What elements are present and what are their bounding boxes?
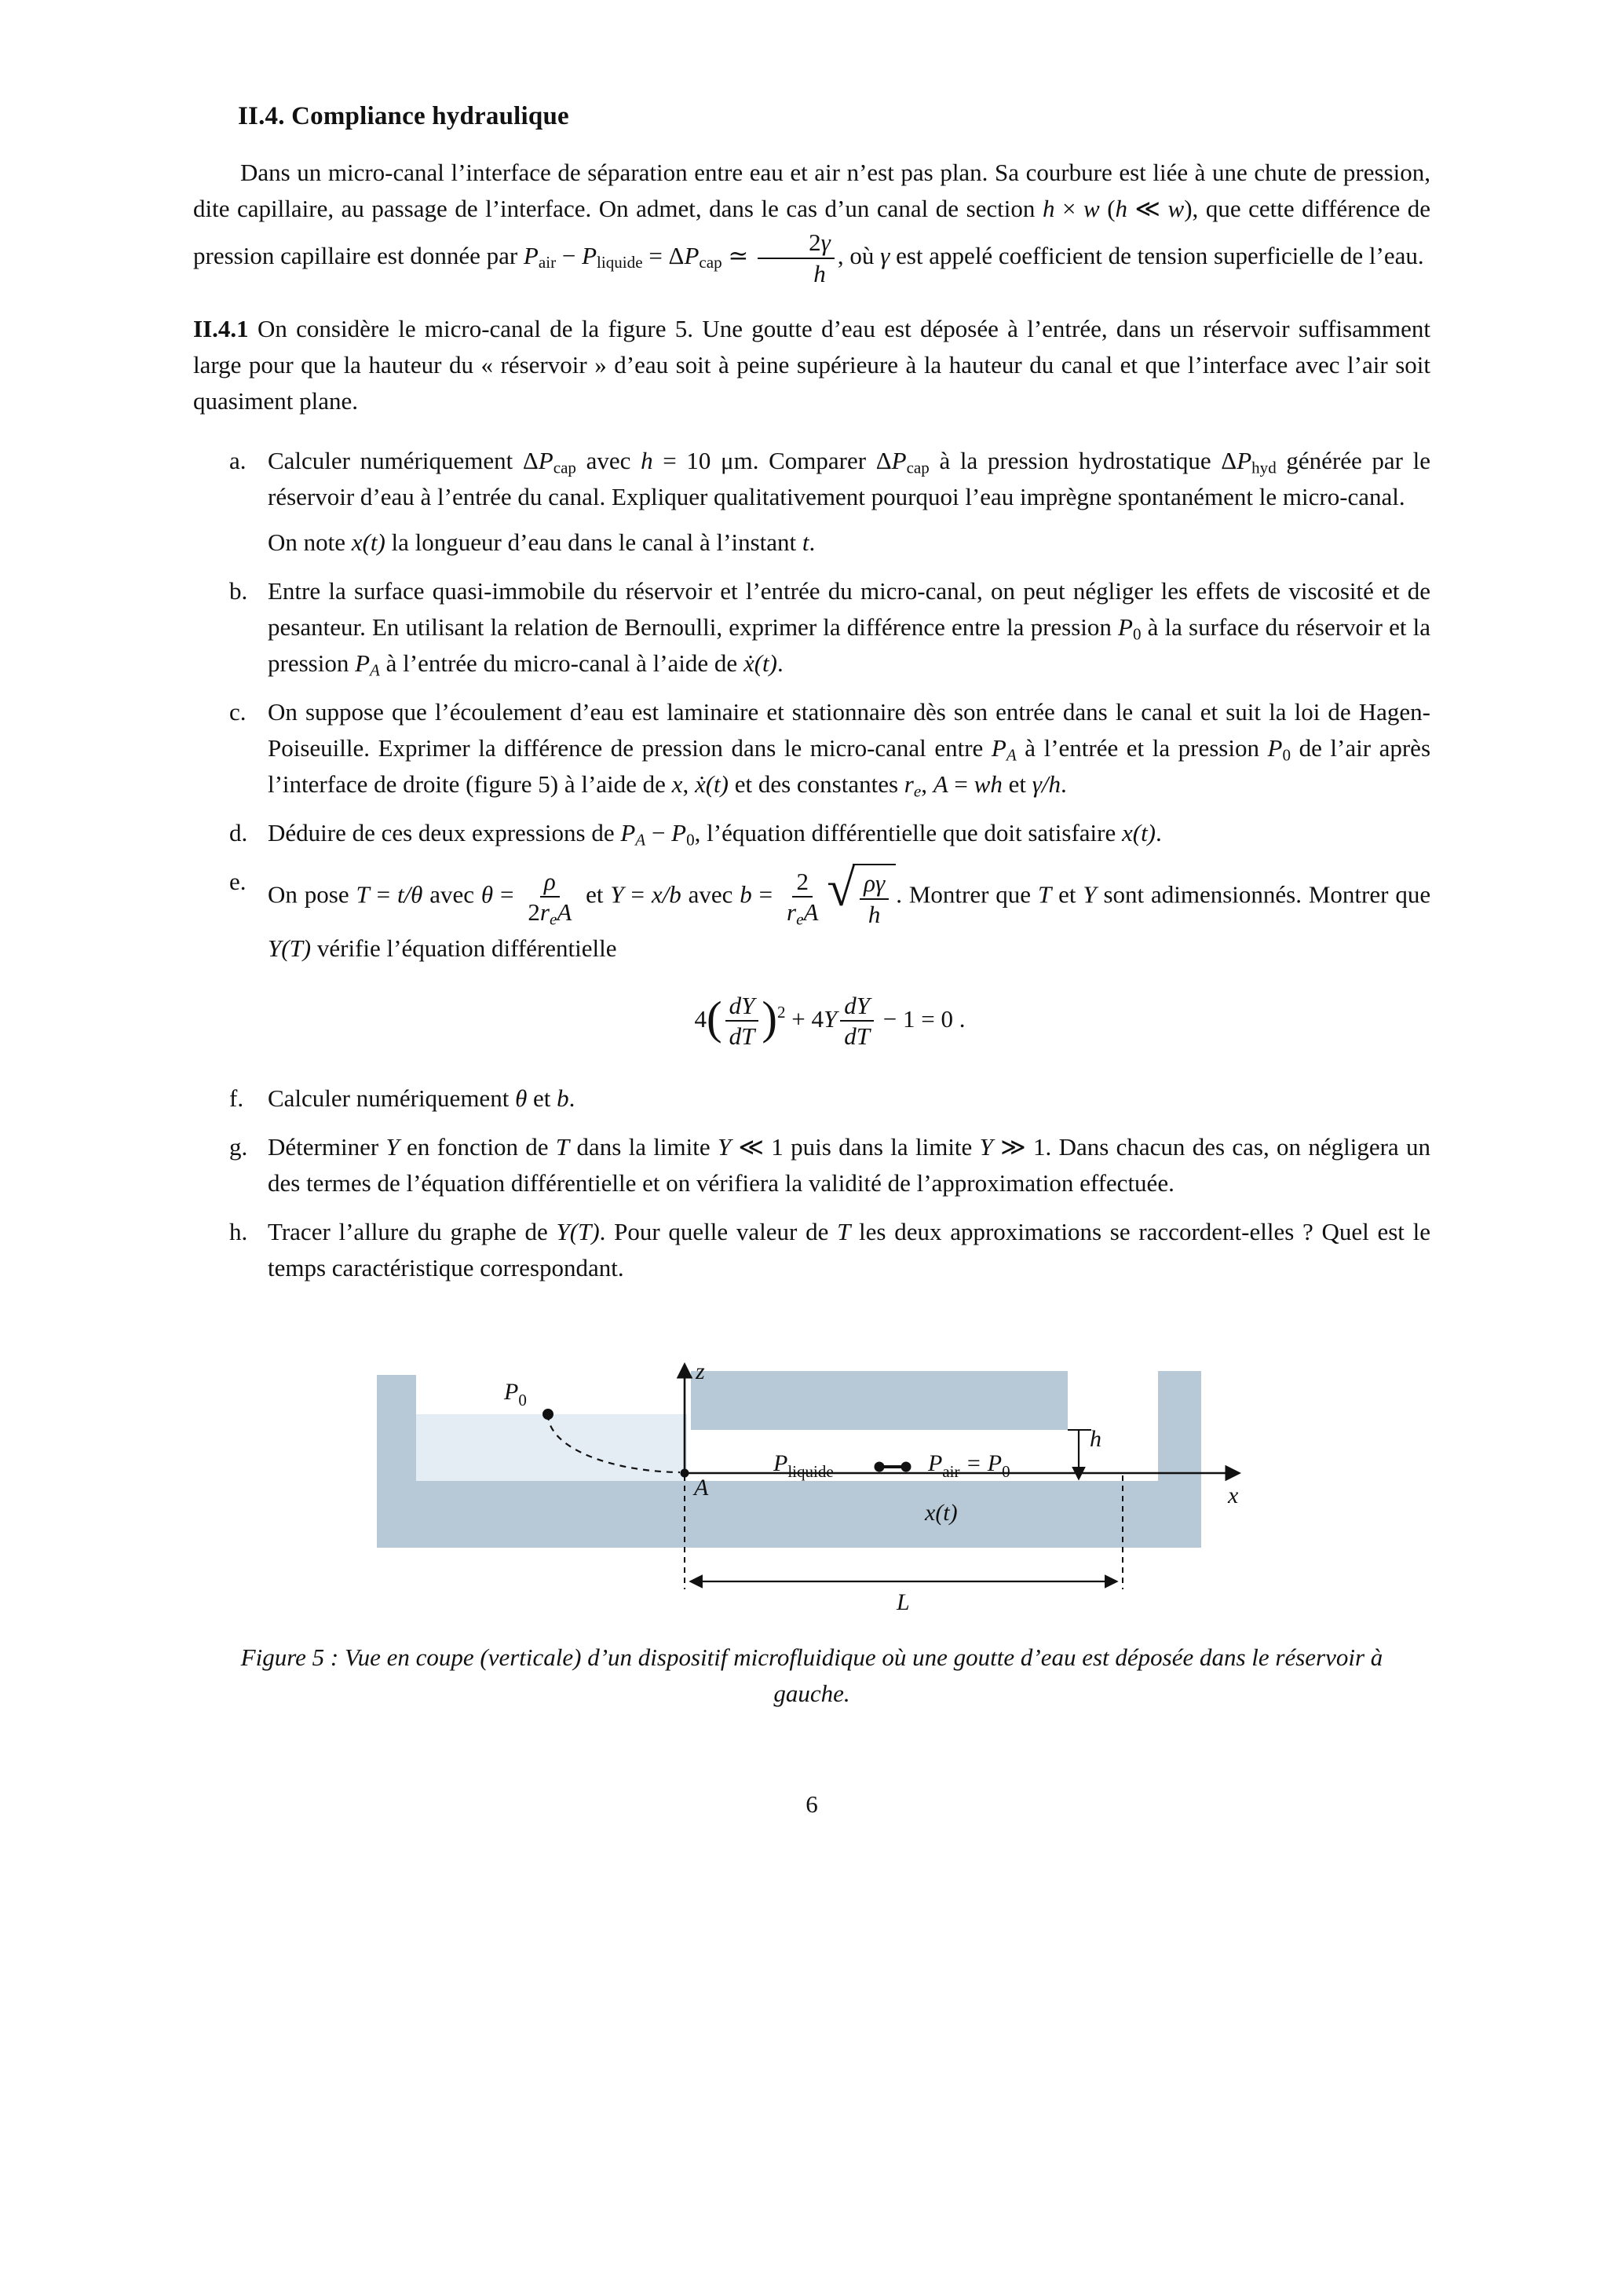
figure-5 xyxy=(377,1347,1256,1614)
item-note-a: On note x(t) la longueur d’eau dans le canal à l’instant t. xyxy=(268,528,816,557)
item-body-c xyxy=(268,694,1430,803)
question-item-h xyxy=(229,1214,1430,1286)
figure-5-diagram xyxy=(377,1347,1256,1614)
point-A-dot xyxy=(681,1468,689,1477)
label-xt: x(t) xyxy=(925,1499,958,1526)
label-p-air: $P_{air} = P_0$ xyxy=(928,1450,1010,1481)
item-text-f: Calculer numériquement θ et b. xyxy=(268,1084,575,1112)
item-label-f: f. xyxy=(229,1084,244,1112)
channel-top-wall xyxy=(691,1371,1068,1430)
intro-paragraph: Dans un micro-canal l’interface de séparation entre eau et air n’est pas plan. Sa courbure est liée à une chute de pression, dite capillaire, au passage de l’interface. On admet, dans le cas d’un canal de section h × w (h ≪ w), que cette différence de pression capillaire est donnée par $P_{air} - P_{liquide} = \Delta P_{cap}$ ≃ $\frac{2\gamma}{h}$ , où γ est appelé coefficient de tension superficielle de l’eau. xyxy=(193,159,1431,287)
question-item-c xyxy=(229,694,1430,803)
item-label-e: e. xyxy=(229,868,247,896)
item-text-c: On suppose que l’écoulement d’eau est laminaire et stationnaire dès son entrée dans le canal et suit la loi de Hagen-Poiseuille. Exprimer la différence de pression dans le micro-canal entre $P_A$ à l’entrée et la pression $P_0$ de l’air après l’interface de droite (figure 5) à l’aide de x, ẋ(t) et des constantes $r_e$, A = wh et γ/h. xyxy=(268,698,1431,801)
item-label-c: c. xyxy=(229,698,247,726)
label-z-axis: z xyxy=(696,1358,705,1384)
item-label-h: h. xyxy=(229,1217,248,1245)
question-item-b xyxy=(229,573,1430,682)
item-body-a xyxy=(268,443,1430,561)
item-text-e: On pose T = t/θ avec θ = $\frac{\rho}{2r_eA}$ et Y = x/b avec b = $\frac{2}{r_eA}$ √ $\frac{\rho\gamma}{h}$ . Montrer que T et Y sont adimensionnés. Montrer que Y(T) vérifie l’équation différentielle xyxy=(268,861,1431,962)
item-text-b: Entre la surface quasi-immobile du réservoir et l’entrée du micro-canal, on peut négliger les effets de viscosité et de pesanteur. En utilisant la relation de Bernoulli, exprimer la différence entre la pression $P_0$ à la surface du réservoir et la pression $P_A$ à l’entrée du micro-canal à l’aide de ẋ(t). xyxy=(268,577,1430,680)
item-label-b: b. xyxy=(229,577,248,605)
item-body-b xyxy=(268,573,1430,682)
item-text-h: Tracer l’allure du graphe de Y(T). Pour quelle valeur de T les deux approximations se raccordent-elles ? Quel est le temps caractéristique correspondant. xyxy=(268,1217,1431,1281)
figure-caption: Figure 5 : Vue en coupe (verticale) d’un dispositif microfluidique où une goutte d’eau est déposée dans le réservoir à gauche. xyxy=(240,1643,1383,1707)
label-p-liquide: $P_{liquide}$ xyxy=(773,1450,834,1481)
question-item-d xyxy=(229,815,1430,851)
question-item-e xyxy=(229,861,1431,966)
right-wall xyxy=(1158,1371,1201,1481)
item-body-d xyxy=(268,815,1430,851)
section-title: II.4. Compliance hydraulique xyxy=(238,102,569,130)
interface-marker xyxy=(875,1461,911,1472)
subsection-241 xyxy=(193,311,1430,419)
page-number: 6 xyxy=(806,1790,818,1818)
label-L: L xyxy=(897,1589,910,1614)
question-item-f xyxy=(229,1080,1430,1117)
label-point-A: A xyxy=(694,1474,709,1501)
display-equation: 4( $\frac{dY}{dT}$ )$^2$ + 4Y $\frac{dY}{dT}$ − 1 = 0 . xyxy=(694,991,966,1051)
item-body-h xyxy=(268,1214,1430,1286)
h-dimension xyxy=(1068,1430,1091,1479)
question-item-g xyxy=(229,1129,1430,1201)
reservoir-left-wall xyxy=(377,1375,416,1481)
item-body-f xyxy=(268,1080,1430,1117)
label-p0: $P_0$ xyxy=(504,1378,527,1409)
item-label-a: a. xyxy=(229,447,247,475)
item-label-d: d. xyxy=(229,819,248,847)
item-body-e xyxy=(268,861,1431,966)
bottom-wall xyxy=(377,1481,1201,1548)
item-label-g: g. xyxy=(229,1132,248,1161)
question-list xyxy=(229,443,1430,1286)
label-x-axis: x xyxy=(1228,1482,1239,1508)
item-text-d: Déduire de ces deux expressions de $P_A - P_0$, l’équation différentielle que doit satisfaire x(t). xyxy=(268,819,1162,850)
item-text-g: Déterminer Y en fonction de T dans la limite Y ≪ 1 puis dans la limite Y ≫ 1. Dans chacun des cas, on négligera un des termes de l’équation différentielle et on vérifiera la validité de l’approximation effectuée. xyxy=(268,1132,1430,1197)
subsection-text: On considère le micro-canal de la figure 5. Une goutte d’eau est déposée à l’entrée, dans un réservoir suffisamment large pour que la hauteur du « réservoir » d’eau soit à peine supérieure à la hauteur du canal et que l’interface avec l’air soit quasiment plane. xyxy=(193,315,1431,415)
item-body-g xyxy=(268,1129,1430,1201)
question-item-a xyxy=(229,443,1430,561)
label-h: h xyxy=(1090,1425,1101,1452)
item-text-a: Calculer numériquement $\Delta P_{cap}$ avec h = 10 μm. Comparer $\Delta P_{cap}$ à la pression hydrostatique $\Delta P_{hyd}$ générée par le réservoir d’eau à l’entrée du canal. Expliquer qualitativement pourquoi l’eau imprègne spontanément le micro-canal. xyxy=(268,447,1431,511)
subsection-number: II.4.1 xyxy=(193,315,249,343)
